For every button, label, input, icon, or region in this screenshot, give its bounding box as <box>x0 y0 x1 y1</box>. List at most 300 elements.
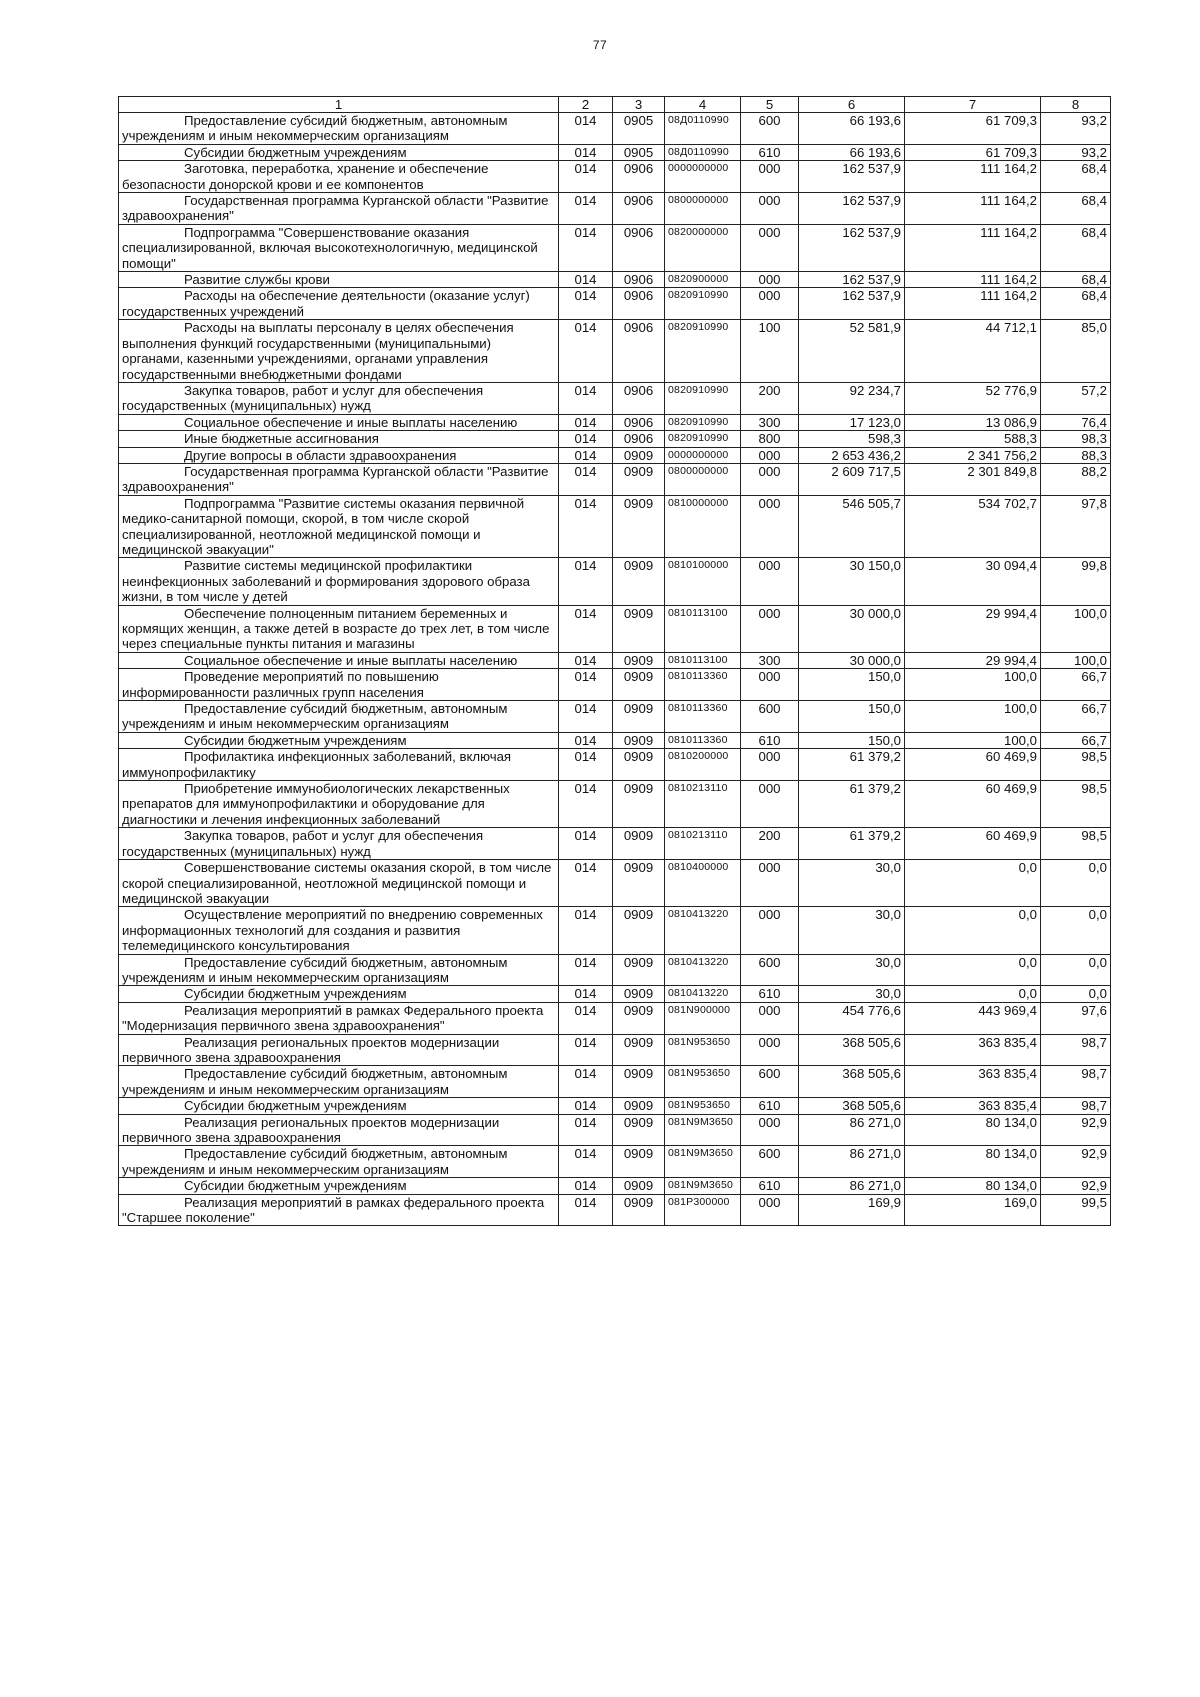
row-c4: 0810100000 <box>665 558 741 605</box>
row-name: Субсидии бюджетным учреждениям <box>119 144 559 160</box>
row-c2: 014 <box>559 1178 613 1194</box>
row-c5: 000 <box>741 495 799 558</box>
table-row <box>119 1066 1111 1098</box>
row-c2: 014 <box>559 1002 613 1034</box>
row-c4: 0810113100 <box>665 605 741 652</box>
table-row <box>119 1098 1111 1114</box>
table-row <box>119 113 1111 145</box>
row-name: Закупка товаров, работ и услуг для обеспечения государственных (муниципальных) нужд <box>119 382 559 414</box>
header-col-3: 3 <box>613 97 665 113</box>
row-c3: 0906 <box>613 224 665 271</box>
row-c7: 13 086,9 <box>905 414 1041 430</box>
row-c2: 014 <box>559 1066 613 1098</box>
table-row <box>119 1194 1111 1226</box>
header-col-1: 1 <box>119 97 559 113</box>
table-row <box>119 558 1111 605</box>
header-col-6: 6 <box>799 97 905 113</box>
row-c5: 000 <box>741 1194 799 1226</box>
table-row <box>119 431 1111 447</box>
row-c2: 014 <box>559 1034 613 1066</box>
row-c5: 000 <box>741 1114 799 1146</box>
row-c3: 0905 <box>613 144 665 160</box>
row-name: Предоставление субсидий бюджетным, автономным учреждениям и иным некоммерческим организациям <box>119 1146 559 1178</box>
row-c4: 081N953650 <box>665 1034 741 1066</box>
budget-table <box>118 96 1111 1226</box>
row-name: Расходы на выплаты персоналу в целях обеспечения выполнения функций государственными (муниципальными) органами, казенными учреждениями, органами управления государственными внебюджетными фондами <box>119 320 559 383</box>
row-c7: 60 469,9 <box>905 749 1041 781</box>
row-c8: 98,3 <box>1041 431 1111 447</box>
row-c2: 014 <box>559 144 613 160</box>
table-row <box>119 986 1111 1002</box>
row-name: Государственная программа Курганской области "Развитие здравоохранения" <box>119 463 559 495</box>
row-c8: 92,9 <box>1041 1178 1111 1194</box>
row-c7: 61 709,3 <box>905 113 1041 145</box>
row-name: Субсидии бюджетным учреждениям <box>119 1178 559 1194</box>
row-c4: 081N9M3650 <box>665 1114 741 1146</box>
table-row <box>119 954 1111 986</box>
row-c7: 44 712,1 <box>905 320 1041 383</box>
row-c8: 98,7 <box>1041 1098 1111 1114</box>
row-c6: 162 537,9 <box>799 272 905 288</box>
row-name: Проведение мероприятий по повышению информированности различных групп населения <box>119 669 559 701</box>
table-row <box>119 1146 1111 1178</box>
row-c5: 000 <box>741 463 799 495</box>
table-row <box>119 1034 1111 1066</box>
row-c8: 88,2 <box>1041 463 1111 495</box>
row-c3: 0906 <box>613 272 665 288</box>
row-c6: 61 379,2 <box>799 828 905 860</box>
row-c3: 0909 <box>613 558 665 605</box>
row-c8: 93,2 <box>1041 113 1111 145</box>
table-row <box>119 828 1111 860</box>
row-c3: 0909 <box>613 701 665 733</box>
row-c7: 100,0 <box>905 669 1041 701</box>
row-c5: 610 <box>741 144 799 160</box>
row-c3: 0909 <box>613 986 665 1002</box>
row-c5: 300 <box>741 414 799 430</box>
table-row <box>119 463 1111 495</box>
row-c5: 000 <box>741 447 799 463</box>
row-c8: 98,7 <box>1041 1034 1111 1066</box>
row-c6: 61 379,2 <box>799 781 905 828</box>
row-c5: 000 <box>741 1002 799 1034</box>
row-c3: 0909 <box>613 463 665 495</box>
row-c2: 014 <box>559 431 613 447</box>
row-c2: 014 <box>559 1194 613 1226</box>
row-c7: 30 094,4 <box>905 558 1041 605</box>
row-c2: 014 <box>559 320 613 383</box>
row-c5: 000 <box>741 781 799 828</box>
header-col-2: 2 <box>559 97 613 113</box>
header-row <box>119 97 1111 113</box>
row-c7: 588,3 <box>905 431 1041 447</box>
row-c2: 014 <box>559 495 613 558</box>
row-c4: 0820910990 <box>665 382 741 414</box>
row-c2: 014 <box>559 288 613 320</box>
row-c2: 014 <box>559 907 613 954</box>
row-c6: 454 776,6 <box>799 1002 905 1034</box>
row-c6: 30,0 <box>799 860 905 907</box>
row-c4: 0810413220 <box>665 907 741 954</box>
row-c5: 000 <box>741 669 799 701</box>
row-c6: 368 505,6 <box>799 1098 905 1114</box>
row-c8: 0,0 <box>1041 954 1111 986</box>
row-c5: 000 <box>741 605 799 652</box>
row-name: Социальное обеспечение и иные выплаты населению <box>119 652 559 668</box>
row-c2: 014 <box>559 652 613 668</box>
row-c6: 30,0 <box>799 954 905 986</box>
table-row <box>119 749 1111 781</box>
row-c2: 014 <box>559 1098 613 1114</box>
row-c3: 0909 <box>613 732 665 748</box>
row-c3: 0909 <box>613 907 665 954</box>
row-c6: 150,0 <box>799 732 905 748</box>
row-name: Реализация региональных проектов модернизации первичного звена здравоохранения <box>119 1034 559 1066</box>
row-c4: 081N9M3650 <box>665 1178 741 1194</box>
table-row <box>119 860 1111 907</box>
row-c7: 111 164,2 <box>905 161 1041 193</box>
row-c3: 0909 <box>613 1034 665 1066</box>
row-name: Другие вопросы в области здравоохранения <box>119 447 559 463</box>
row-c7: 0,0 <box>905 860 1041 907</box>
row-c2: 014 <box>559 749 613 781</box>
row-name: Осуществление мероприятий по внедрению современных информационных технологий для создания и развития телемедицинского консультирования <box>119 907 559 954</box>
row-c4: 0810413220 <box>665 954 741 986</box>
row-c7: 534 702,7 <box>905 495 1041 558</box>
row-name: Социальное обеспечение и иные выплаты населению <box>119 414 559 430</box>
row-c6: 66 193,6 <box>799 144 905 160</box>
row-name: Развитие службы крови <box>119 272 559 288</box>
row-c4: 0000000000 <box>665 161 741 193</box>
row-c7: 111 164,2 <box>905 272 1041 288</box>
table-row <box>119 605 1111 652</box>
row-c7: 363 835,4 <box>905 1098 1041 1114</box>
row-c3: 0909 <box>613 652 665 668</box>
row-c7: 60 469,9 <box>905 781 1041 828</box>
row-c5: 000 <box>741 161 799 193</box>
table-row <box>119 288 1111 320</box>
row-c8: 66,7 <box>1041 669 1111 701</box>
row-c4: 0800000000 <box>665 463 741 495</box>
row-c7: 2 301 849,8 <box>905 463 1041 495</box>
row-c7: 100,0 <box>905 701 1041 733</box>
row-name: Заготовка, переработка, хранение и обеспечение безопасности донорской крови и ее компонентов <box>119 161 559 193</box>
row-c5: 000 <box>741 749 799 781</box>
row-c8: 88,3 <box>1041 447 1111 463</box>
row-c5: 000 <box>741 860 799 907</box>
row-c8: 100,0 <box>1041 652 1111 668</box>
row-c8: 57,2 <box>1041 382 1111 414</box>
row-c6: 66 193,6 <box>799 113 905 145</box>
table-row <box>119 701 1111 733</box>
row-c8: 0,0 <box>1041 986 1111 1002</box>
row-c3: 0905 <box>613 113 665 145</box>
row-c8: 97,8 <box>1041 495 1111 558</box>
row-name: Предоставление субсидий бюджетным, автономным учреждениям и иным некоммерческим организациям <box>119 954 559 986</box>
row-c8: 98,7 <box>1041 1066 1111 1098</box>
row-c4: 0800000000 <box>665 193 741 225</box>
row-name: Профилактика инфекционных заболеваний, включая иммунопрофилактику <box>119 749 559 781</box>
row-c6: 86 271,0 <box>799 1178 905 1194</box>
row-name: Реализация мероприятий в рамках федерального проекта "Старшее поколение" <box>119 1194 559 1226</box>
row-c3: 0909 <box>613 749 665 781</box>
row-c4: 0820910990 <box>665 414 741 430</box>
row-c3: 0906 <box>613 320 665 383</box>
row-c6: 30,0 <box>799 986 905 1002</box>
row-c2: 014 <box>559 558 613 605</box>
row-c7: 363 835,4 <box>905 1066 1041 1098</box>
row-c5: 200 <box>741 828 799 860</box>
row-name: Совершенствование системы оказания скорой, в том числе скорой специализированной, неотложной медицинской помощи и медицинской эвакуации <box>119 860 559 907</box>
row-c7: 80 134,0 <box>905 1178 1041 1194</box>
row-c3: 0906 <box>613 193 665 225</box>
row-c3: 0906 <box>613 288 665 320</box>
row-c6: 162 537,9 <box>799 193 905 225</box>
row-c6: 162 537,9 <box>799 161 905 193</box>
row-c3: 0906 <box>613 161 665 193</box>
row-c4: 0820000000 <box>665 224 741 271</box>
row-c3: 0909 <box>613 828 665 860</box>
row-c8: 68,4 <box>1041 161 1111 193</box>
row-c5: 600 <box>741 701 799 733</box>
row-c6: 162 537,9 <box>799 224 905 271</box>
row-c6: 30,0 <box>799 907 905 954</box>
row-c8: 98,5 <box>1041 781 1111 828</box>
row-c5: 000 <box>741 272 799 288</box>
table-row <box>119 193 1111 225</box>
row-c7: 111 164,2 <box>905 193 1041 225</box>
row-c7: 61 709,3 <box>905 144 1041 160</box>
row-c5: 000 <box>741 1034 799 1066</box>
row-c2: 014 <box>559 463 613 495</box>
row-c6: 86 271,0 <box>799 1114 905 1146</box>
row-c2: 014 <box>559 669 613 701</box>
row-c6: 150,0 <box>799 669 905 701</box>
row-name: Государственная программа Курганской области "Развитие здравоохранения" <box>119 193 559 225</box>
row-c7: 0,0 <box>905 986 1041 1002</box>
row-name: Закупка товаров, работ и услуг для обеспечения государственных (муниципальных) нужд <box>119 828 559 860</box>
row-name: Реализация мероприятий в рамках Федерального проекта "Модернизация первичного звена здравоохранения" <box>119 1002 559 1034</box>
row-c4: 081N953650 <box>665 1066 741 1098</box>
row-c8: 85,0 <box>1041 320 1111 383</box>
row-c2: 014 <box>559 161 613 193</box>
table-row <box>119 161 1111 193</box>
row-c5: 000 <box>741 558 799 605</box>
row-c5: 000 <box>741 224 799 271</box>
row-c6: 546 505,7 <box>799 495 905 558</box>
row-c2: 014 <box>559 1114 613 1146</box>
table-row <box>119 1114 1111 1146</box>
row-c7: 111 164,2 <box>905 224 1041 271</box>
row-c5: 610 <box>741 986 799 1002</box>
row-c6: 30 000,0 <box>799 652 905 668</box>
table-row <box>119 652 1111 668</box>
table-row <box>119 414 1111 430</box>
row-c2: 014 <box>559 224 613 271</box>
row-name: Иные бюджетные ассигнования <box>119 431 559 447</box>
row-c3: 0909 <box>613 669 665 701</box>
row-c5: 600 <box>741 1146 799 1178</box>
row-c2: 014 <box>559 605 613 652</box>
row-c5: 600 <box>741 113 799 145</box>
row-c7: 169,0 <box>905 1194 1041 1226</box>
row-c5: 000 <box>741 288 799 320</box>
row-c4: 081N900000 <box>665 1002 741 1034</box>
row-c2: 014 <box>559 113 613 145</box>
table-row <box>119 781 1111 828</box>
row-c3: 0906 <box>613 382 665 414</box>
row-c4: 0820910990 <box>665 320 741 383</box>
header-col-8: 8 <box>1041 97 1111 113</box>
table-row <box>119 447 1111 463</box>
header-col-5: 5 <box>741 97 799 113</box>
row-c8: 92,9 <box>1041 1146 1111 1178</box>
table-row <box>119 382 1111 414</box>
row-c8: 0,0 <box>1041 860 1111 907</box>
table-row <box>119 1178 1111 1194</box>
row-c7: 363 835,4 <box>905 1034 1041 1066</box>
row-c7: 2 341 756,2 <box>905 447 1041 463</box>
row-c2: 014 <box>559 954 613 986</box>
row-name: Приобретение иммунобиологических лекарственных препаратов для иммунопрофилактики и оборудование для диагностики и лечения инфекционных заболеваний <box>119 781 559 828</box>
row-c6: 150,0 <box>799 701 905 733</box>
row-c5: 800 <box>741 431 799 447</box>
row-c5: 600 <box>741 1066 799 1098</box>
row-c6: 30 150,0 <box>799 558 905 605</box>
row-c7: 100,0 <box>905 732 1041 748</box>
row-c8: 98,5 <box>1041 749 1111 781</box>
row-c4: 0810113100 <box>665 652 741 668</box>
row-c4: 0810113360 <box>665 732 741 748</box>
table-header <box>119 97 1111 113</box>
row-c5: 200 <box>741 382 799 414</box>
row-c3: 0909 <box>613 1194 665 1226</box>
row-c8: 93,2 <box>1041 144 1111 160</box>
row-c4: 0000000000 <box>665 447 741 463</box>
row-c7: 0,0 <box>905 954 1041 986</box>
row-c8: 68,4 <box>1041 224 1111 271</box>
row-c4: 0810413220 <box>665 986 741 1002</box>
row-c4: 08Д0110990 <box>665 144 741 160</box>
row-c7: 80 134,0 <box>905 1114 1041 1146</box>
row-c2: 014 <box>559 781 613 828</box>
row-c3: 0909 <box>613 1146 665 1178</box>
row-c3: 0909 <box>613 954 665 986</box>
row-c2: 014 <box>559 382 613 414</box>
table-body <box>119 113 1111 1226</box>
row-c7: 52 776,9 <box>905 382 1041 414</box>
row-c6: 368 505,6 <box>799 1066 905 1098</box>
row-name: Предоставление субсидий бюджетным, автономным учреждениям и иным некоммерческим организациям <box>119 1066 559 1098</box>
table-row <box>119 144 1111 160</box>
row-c3: 0906 <box>613 414 665 430</box>
row-c7: 0,0 <box>905 907 1041 954</box>
table-row <box>119 320 1111 383</box>
table-row <box>119 224 1111 271</box>
row-c7: 60 469,9 <box>905 828 1041 860</box>
table-row <box>119 495 1111 558</box>
row-c8: 76,4 <box>1041 414 1111 430</box>
row-c2: 014 <box>559 272 613 288</box>
row-c8: 68,4 <box>1041 288 1111 320</box>
row-c2: 014 <box>559 828 613 860</box>
row-name: Предоставление субсидий бюджетным, автономным учреждениям и иным некоммерческим организациям <box>119 701 559 733</box>
row-c5: 610 <box>741 1098 799 1114</box>
table-row <box>119 732 1111 748</box>
row-c4: 0810113360 <box>665 669 741 701</box>
row-c4: 081P300000 <box>665 1194 741 1226</box>
row-c8: 68,4 <box>1041 272 1111 288</box>
row-c4: 08Д0110990 <box>665 113 741 145</box>
row-c4: 0810000000 <box>665 495 741 558</box>
row-c2: 014 <box>559 447 613 463</box>
row-c4: 0820910990 <box>665 431 741 447</box>
row-c3: 0909 <box>613 1066 665 1098</box>
row-name: Обеспечение полноценным питанием беременных и кормящих женщин, а также детей в возрасте до трех лет, в том числе через специальные пункты питания и магазины <box>119 605 559 652</box>
row-c8: 68,4 <box>1041 193 1111 225</box>
row-c4: 0810213110 <box>665 828 741 860</box>
row-c4: 0820900000 <box>665 272 741 288</box>
row-c6: 598,3 <box>799 431 905 447</box>
row-c3: 0909 <box>613 447 665 463</box>
row-c8: 0,0 <box>1041 907 1111 954</box>
row-c4: 0810400000 <box>665 860 741 907</box>
row-c6: 92 234,7 <box>799 382 905 414</box>
row-c5: 300 <box>741 652 799 668</box>
row-c5: 610 <box>741 1178 799 1194</box>
row-c2: 014 <box>559 1146 613 1178</box>
row-c6: 169,9 <box>799 1194 905 1226</box>
row-c4: 0820910990 <box>665 288 741 320</box>
row-name: Субсидии бюджетным учреждениям <box>119 1098 559 1114</box>
row-c2: 014 <box>559 860 613 907</box>
row-c5: 000 <box>741 907 799 954</box>
table-row <box>119 272 1111 288</box>
row-name: Реализация региональных проектов модернизации первичного звена здравоохранения <box>119 1114 559 1146</box>
row-c4: 0810213110 <box>665 781 741 828</box>
row-c6: 86 271,0 <box>799 1146 905 1178</box>
row-c8: 99,5 <box>1041 1194 1111 1226</box>
row-name: Подпрограмма "Совершенствование оказания специализированной, включая высокотехнологичную, медицинской помощи" <box>119 224 559 271</box>
row-c7: 29 994,4 <box>905 652 1041 668</box>
table-row <box>119 1002 1111 1034</box>
page-number: 77 <box>592 38 608 52</box>
header-col-4: 4 <box>665 97 741 113</box>
row-c8: 66,7 <box>1041 732 1111 748</box>
row-c3: 0909 <box>613 1114 665 1146</box>
row-c3: 0909 <box>613 1098 665 1114</box>
row-c4: 081N9M3650 <box>665 1146 741 1178</box>
row-c8: 92,9 <box>1041 1114 1111 1146</box>
row-name: Подпрограмма "Развитие системы оказания первичной медико-санитарной помощи, скорой, в том числе скорой специализированной, неотложной медицинской помощи и медицинской эвакуации" <box>119 495 559 558</box>
row-c8: 97,6 <box>1041 1002 1111 1034</box>
header-col-7: 7 <box>905 97 1041 113</box>
row-c4: 0810113360 <box>665 701 741 733</box>
row-name: Развитие системы медицинской профилактики неинфекционных заболеваний и формирования здорового образа жизни, в том числе у детей <box>119 558 559 605</box>
row-name: Субсидии бюджетным учреждениям <box>119 986 559 1002</box>
row-c6: 52 581,9 <box>799 320 905 383</box>
row-c7: 29 994,4 <box>905 605 1041 652</box>
row-c2: 014 <box>559 701 613 733</box>
row-c7: 443 969,4 <box>905 1002 1041 1034</box>
row-name: Расходы на обеспечение деятельности (оказание услуг) государственных учреждений <box>119 288 559 320</box>
row-c6: 162 537,9 <box>799 288 905 320</box>
row-c6: 30 000,0 <box>799 605 905 652</box>
row-c3: 0909 <box>613 1178 665 1194</box>
row-c8: 99,8 <box>1041 558 1111 605</box>
row-c4: 0810200000 <box>665 749 741 781</box>
row-c6: 61 379,2 <box>799 749 905 781</box>
